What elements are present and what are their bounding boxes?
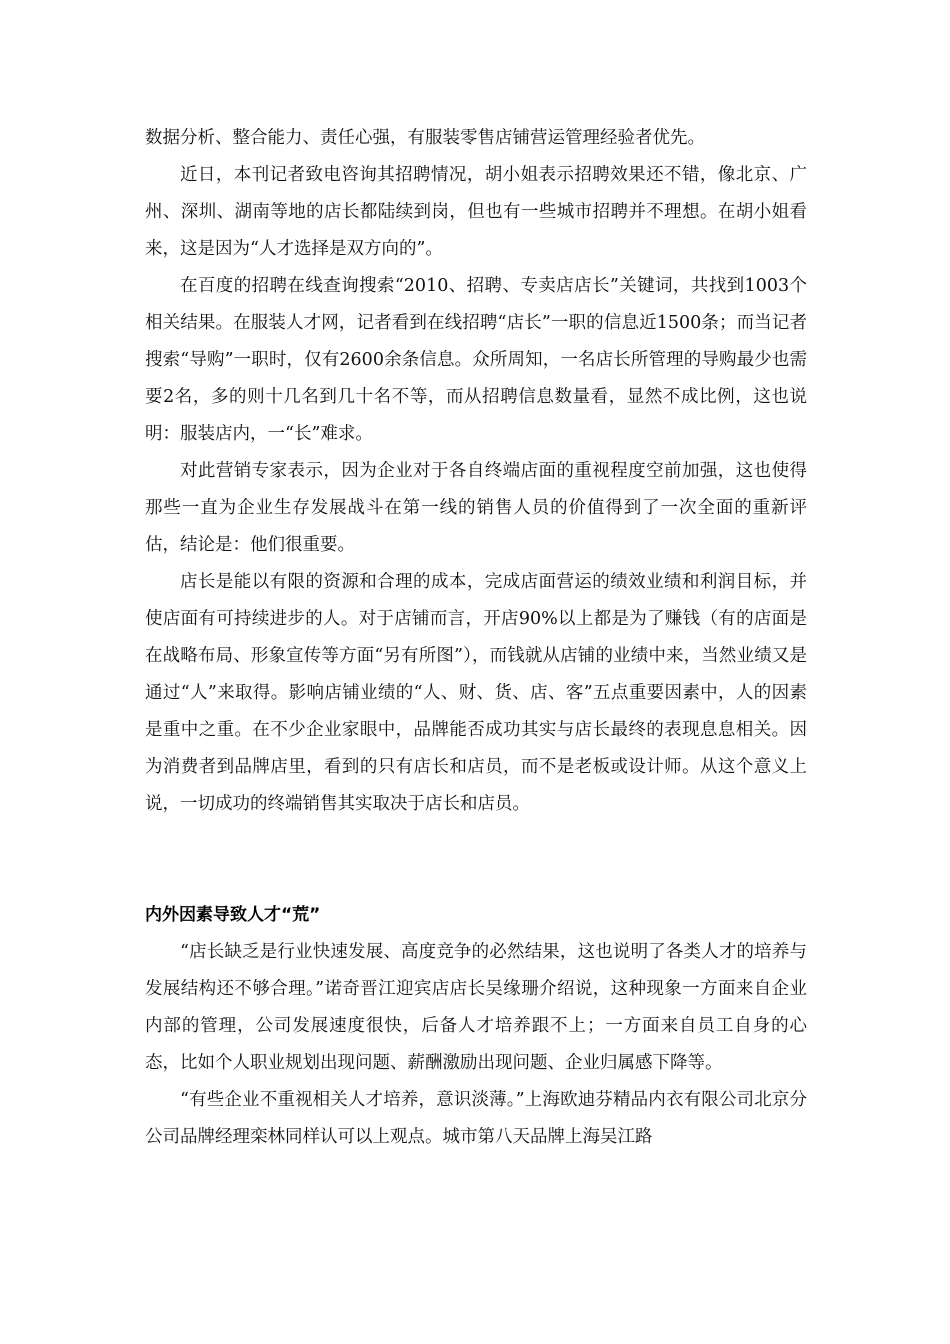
- paragraph-continuation: 数据分析、整合能力、责任心强，有服装零售店铺营运管理经验者优先。: [145, 128, 705, 148]
- paragraph-industry-growth: “店长缺乏是行业快速发展、高度竞争的必然结果，这也说明了各类人才的培养与发展结构还不够合理。”诺奇晋江迎宾店店长吴缘珊介绍说，这种现象一方面来自企业内部的管理，公司发展速度很快，后备人才培养跟不上；一方面来自员工自身的心态，比如个人职业规划出现问题、薪酬激励出现问题、企业归属感下降等。: [145, 942, 807, 1073]
- paragraph-recruitment-effect: 近日，本刊记者致电咨询其招聘情况，胡小姐表示招聘效果还不错，像北京、广州、深圳、湖南等地的店长都陆续到岗，但也有一些城市招聘并不理想。在胡小姐看来，这是因为“人才选择是双方向的”。: [145, 165, 807, 259]
- section-spacer: [145, 823, 807, 897]
- paragraph-store-manager-role: 店长是能以有限的资源和合理的成本，完成店面营运的绩效业绩和利润目标，并使店面有可持续进步的人。对于店铺而言，开店90%以上都是为了赚钱（有的店面是在战略布局、形象宣传等方面“另有所图”），而钱就从店铺的业绩中来，当然业绩又是通过“人”来取得。影响店铺业绩的“人、财、货、店、客”五点重要因素中，人的因素是重中之重。在不少企业家眼中，品牌能否成功其实与店长最终的表现息息相关。因为消费者到品牌店里，看到的只有店长和店员，而不是老板或设计师。从这个意义上说，一切成功的终端销售其实取决于店长和店员。: [145, 572, 807, 814]
- paragraph-talent-training: “有些企业不重视相关人才培养，意识淡薄。”上海欧迪芬精品内衣有限公司北京分公司品牌经理栾林同样认可以上观点。城市第八天品牌上海吴江路: [145, 1090, 807, 1147]
- paragraph-expert-opinion: 对此营销专家表示，因为企业对于各自终端店面的重视程度空前加强，这也使得那些一直为企业生存发展战斗在第一线的销售人员的价值得到了一次全面的重新评估，结论是：他们很重要。: [145, 461, 807, 555]
- paragraph-baidu-search: 在百度的招聘在线查询搜索“2010、招聘、专卖店店长”关键词，共找到1003个相关结果。在服装人才网，记者看到在线招聘“店长”一职的信息近1500条；而当记者搜索“导购”一职时，仅有2600余条信息。众所周知，一名店长所管理的导购最少也需要2名，多的则十几名到几十名不等，而从招聘信息数量看，显然不成比例，这也说明：服装店内，一“长”难求。: [145, 276, 807, 444]
- document-body: [145, 120, 807, 1156]
- section-heading: 内外因素导致人才“荒”: [145, 905, 321, 925]
